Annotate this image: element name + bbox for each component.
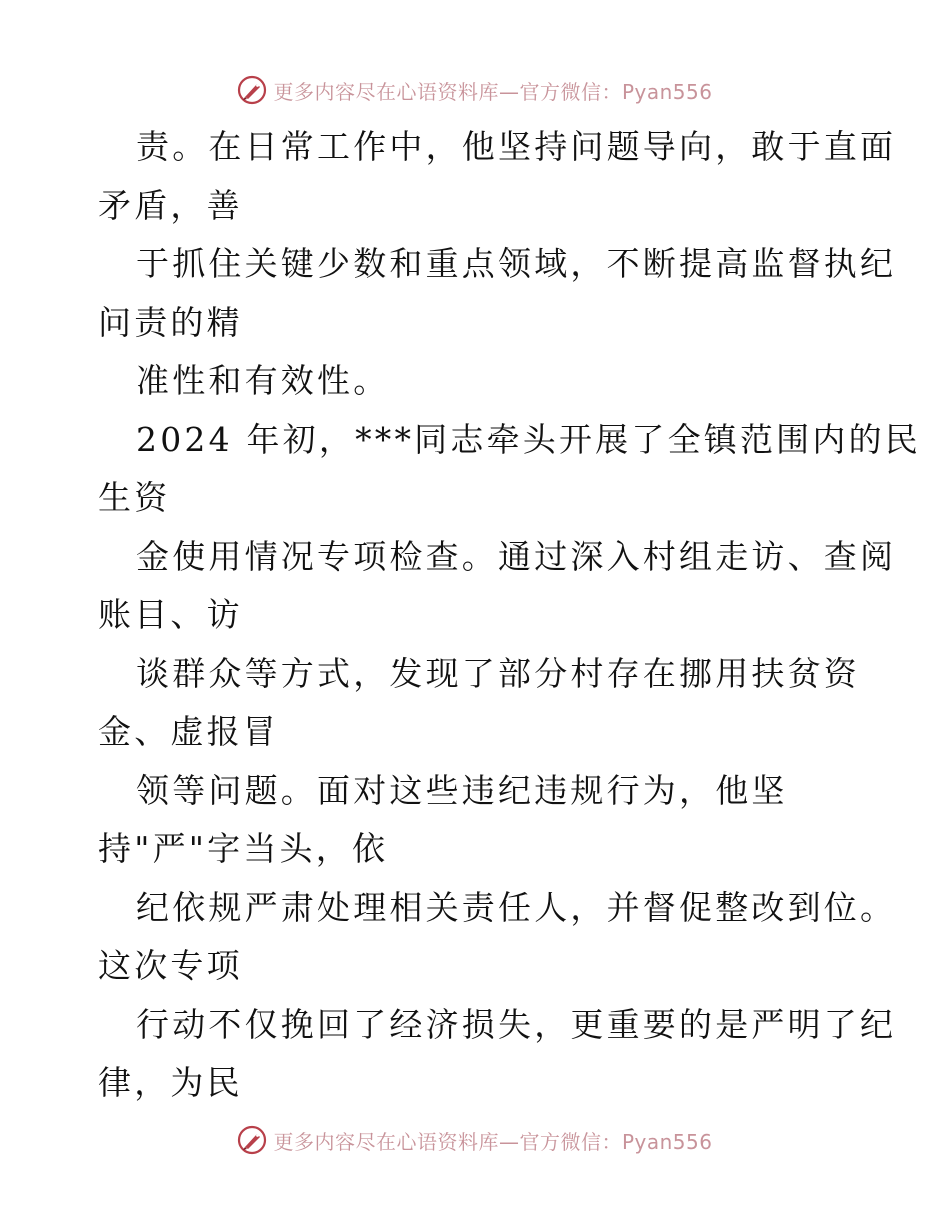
text-line: 纪依规严肃处理相关责任人，并督促整改到位。 xyxy=(136,887,897,927)
text-line: 行动不仅挽回了经济损失，更重要的是严明了纪 xyxy=(136,1004,897,1044)
header-watermark xyxy=(0,70,950,110)
text-line: 准性和有效性。 xyxy=(136,361,390,400)
text-line: 2024 年初，***同志牵头开展了全镇范围内的民 xyxy=(136,419,921,459)
text-line: 问责的精 xyxy=(98,302,243,342)
pen-nib-logo-icon xyxy=(237,75,267,105)
text-line: 持"严"字当头，依 xyxy=(98,829,389,868)
pen-nib-logo-icon xyxy=(237,1125,267,1155)
text-line: 账目、访 xyxy=(98,595,243,634)
text-line: 金使用情况专项检查。通过深入村组走访、查阅 xyxy=(136,536,897,576)
text-line: 领等问题。面对这些违纪违规行为，他坚 xyxy=(136,770,788,810)
text-line: 生资 xyxy=(98,478,171,517)
text-line: 于抓住关键少数和重点领域，不断提高监督执纪 xyxy=(136,244,897,283)
text-line: 谈群众等方式，发现了部分村存在挪用扶贫资 xyxy=(136,653,860,693)
watermark-text: 更多内容尽在心语资料库—官方微信：Pyan556 xyxy=(273,79,713,104)
text-line: 这次专项 xyxy=(98,946,243,985)
text-line: 律，为民 xyxy=(98,1063,243,1102)
watermark-text: 更多内容尽在心语资料库—官方微信：Pyan556 xyxy=(273,1129,713,1154)
text-line: 金、虚报冒 xyxy=(98,712,279,751)
text-line: 责。在日常工作中，他坚持问题导向，敢于直面 xyxy=(136,127,897,166)
document-body xyxy=(98,118,921,1113)
footer-watermark xyxy=(0,1120,950,1160)
text-line: 矛盾，善 xyxy=(98,185,243,225)
